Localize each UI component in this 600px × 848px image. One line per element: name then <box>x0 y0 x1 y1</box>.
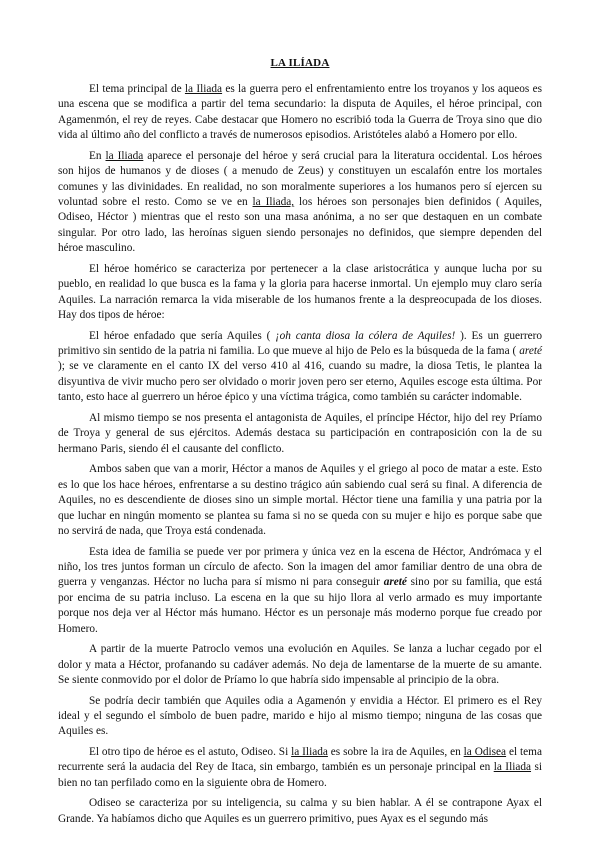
underlined-title-text: la Iliada <box>105 149 144 162</box>
italic-text: ¡oh canta diosa la cólera de Aquiles! <box>275 329 461 342</box>
underlined-title-text: la Iliada <box>291 745 328 758</box>
text-run: es la guerra pero el enfrentamiento entre los troyanos y los aqueos es una escena que se modifica a partir del tema secundario: la disputa de Aquiles, el héroe principal, con Agamenmón, el rey de reyes. Cabe destacar que Homero no escribió toda la Guerra de Troya sino que dio vida al último año del conflicto a través de numerosos episodios. Aristóteles alabó a Homero por ello. <box>58 83 542 142</box>
text-run: Ambos saben que van a morir, Héctor a manos de Aquiles y el griego al poco de matar a este. Esto es lo que los hace héroes, enfrentarse a su destino trágico aún sabiendo cual será su final. A diferencia de Aquiles, no es descendiente de dioses sino un simple mortal. Héctor tiene una familia y una patria por la que luchar en ningún momento se plantea su fama si no se queda con su mujer e hijo es porque sabe que no servirá de nada, que Troya está condenada. <box>58 463 542 537</box>
text-run: ); se ve claramente en el canto IX del verso 410 al 416, cuando su madre, la diosa Tetis, le plantea la disyuntiva de vivir mucho pero ser olvidado o morir joven pero ser eterno, Aquiles escoge esta última. Por tanto, esto hace al guerrero un héroe épico y una víctima trágica, como también su carácter indomable. <box>58 360 542 404</box>
underlined-title-text: la Iliada <box>184 83 223 95</box>
italic-text: areté <box>519 345 542 358</box>
paragraph <box>58 694 542 740</box>
text-run: aparece el personaje del héroe y será crucial para la literatura occidental. Los héroes son hijos de humanos y de dioses ( a menudo de Zeus) y constituyen un escalafón entre los mortales comunes y las divinidades. En realidad, no son moralmente superiores a los humanos pero sí ejercen su voluntad sobre el resto. Como se ve en <box>58 149 542 209</box>
text-run: En <box>89 149 106 162</box>
document-body <box>58 82 542 827</box>
text-run: sino por su familia, que está por encima de su patria incluso. La escena en la que su hijo llora al verlo armado es muy importante porque nos deja ver al Héctor más humano. Héctor es un personaje más moderno porque fue creado por Homero. <box>58 576 542 635</box>
text-run: Esta idea de familia se puede ver por primera y única vez en la escena de Héctor, Andrómaca y el niño, los tres juntos forman un círculo de afecto. Son la imagen del amor familiar dentro de una obra de guerra y venganzas. Héctor no lucha para sí mismo ni para conseguir <box>58 545 542 589</box>
paragraph <box>58 149 542 257</box>
text-run: el tema recurrente será la audacia del Rey de Itaca, sin embargo, también es un personaje principal en <box>58 745 542 774</box>
text-run: Al mismo tiempo se nos presenta el antagonista de Aquiles, el príncipe Héctor, hijo del rey Príamo de Troya y general de sus ejércitos. Además destaca su participación en contraposición con la de su hermano Paris, siendo él el causante del conflicto. <box>58 411 542 455</box>
paragraph <box>58 329 542 406</box>
text-run: El héroe enfadado que sería Aquiles ( <box>89 329 276 342</box>
underlined-title-text: la Iliada, <box>252 196 295 209</box>
text-run: Se podría decir también que Aquiles odia a Agamenón y envidia a Héctor. El primero es el Rey ideal y el segundo el símbolo de buen padre, marido e hijo al mismo tiempo; ninguna de las cosas que Aquiles es. <box>58 694 542 738</box>
text-run: ). Es un guerrero primitivo sin sentido de la patria ni familia. Lo que mueve al hijo de Pelo es la búsqueda de la fama ( <box>58 329 543 358</box>
text-run: El tema principal de <box>89 83 185 95</box>
underlined-title-text: la Odisea <box>463 745 507 758</box>
paragraph <box>58 545 542 637</box>
paragraph <box>58 411 542 457</box>
document-title: LA ILÍADA <box>270 57 330 69</box>
text-run: los héroes son personajes bien definidos ( Aquiles, Odiseo, Héctor ) mientras que el resto son una masa anónima, a no ser que destaquen en un combate singular. Por otro lado, las heroínas siguen siendo personajes no definidos, que siempre dependen del héroe masculino. <box>58 196 543 255</box>
paragraph <box>58 642 542 688</box>
text-run: es sobre la ira de Aquiles, en <box>327 745 464 758</box>
italic-text: areté <box>383 576 407 589</box>
paragraph <box>58 262 542 324</box>
paragraph <box>58 796 542 827</box>
paragraph <box>58 462 542 539</box>
underlined-title-text: la Iliada <box>493 761 532 774</box>
text-run: si bien no tan perfilado como en la siguiente obra de Homero. <box>58 761 543 789</box>
text-run: A partir de la muerte Patroclo vemos una evolución en Aquiles. Se lanza a luchar cegado por el dolor y mata a Héctor, profanando su cadáver además. No deja de lamentarse de la muerte de su amante. Se siente conmovido por el dolor de Príamo lo que habría sido impensable al principio de la obra. <box>58 643 542 686</box>
paragraph <box>58 82 542 144</box>
text-run: El otro tipo de héroe es el astuto, Odiseo. Si <box>89 745 292 758</box>
paragraph <box>58 745 542 791</box>
text-run: Odiseo se caracteriza por su inteligencia, su calma y su bien hablar. A él se contrapone Ayax el Grande. Ya habíamos dicho que Aquiles es un guerrero primitivo, pues Ayax es el segundo más <box>58 797 542 825</box>
text-run: El héroe homérico se caracteriza por pertenecer a la clase aristocrática y aunque lucha por su pueblo, en realidad lo que busca es la fama y la gloria para hacerse inmortal. Un ejemplo muy claro sería Aquiles. La narración remarca la vida miserable de los humanos frente a la despreocupada de los dioses. Hay dos tipos de héroe: <box>58 262 542 322</box>
